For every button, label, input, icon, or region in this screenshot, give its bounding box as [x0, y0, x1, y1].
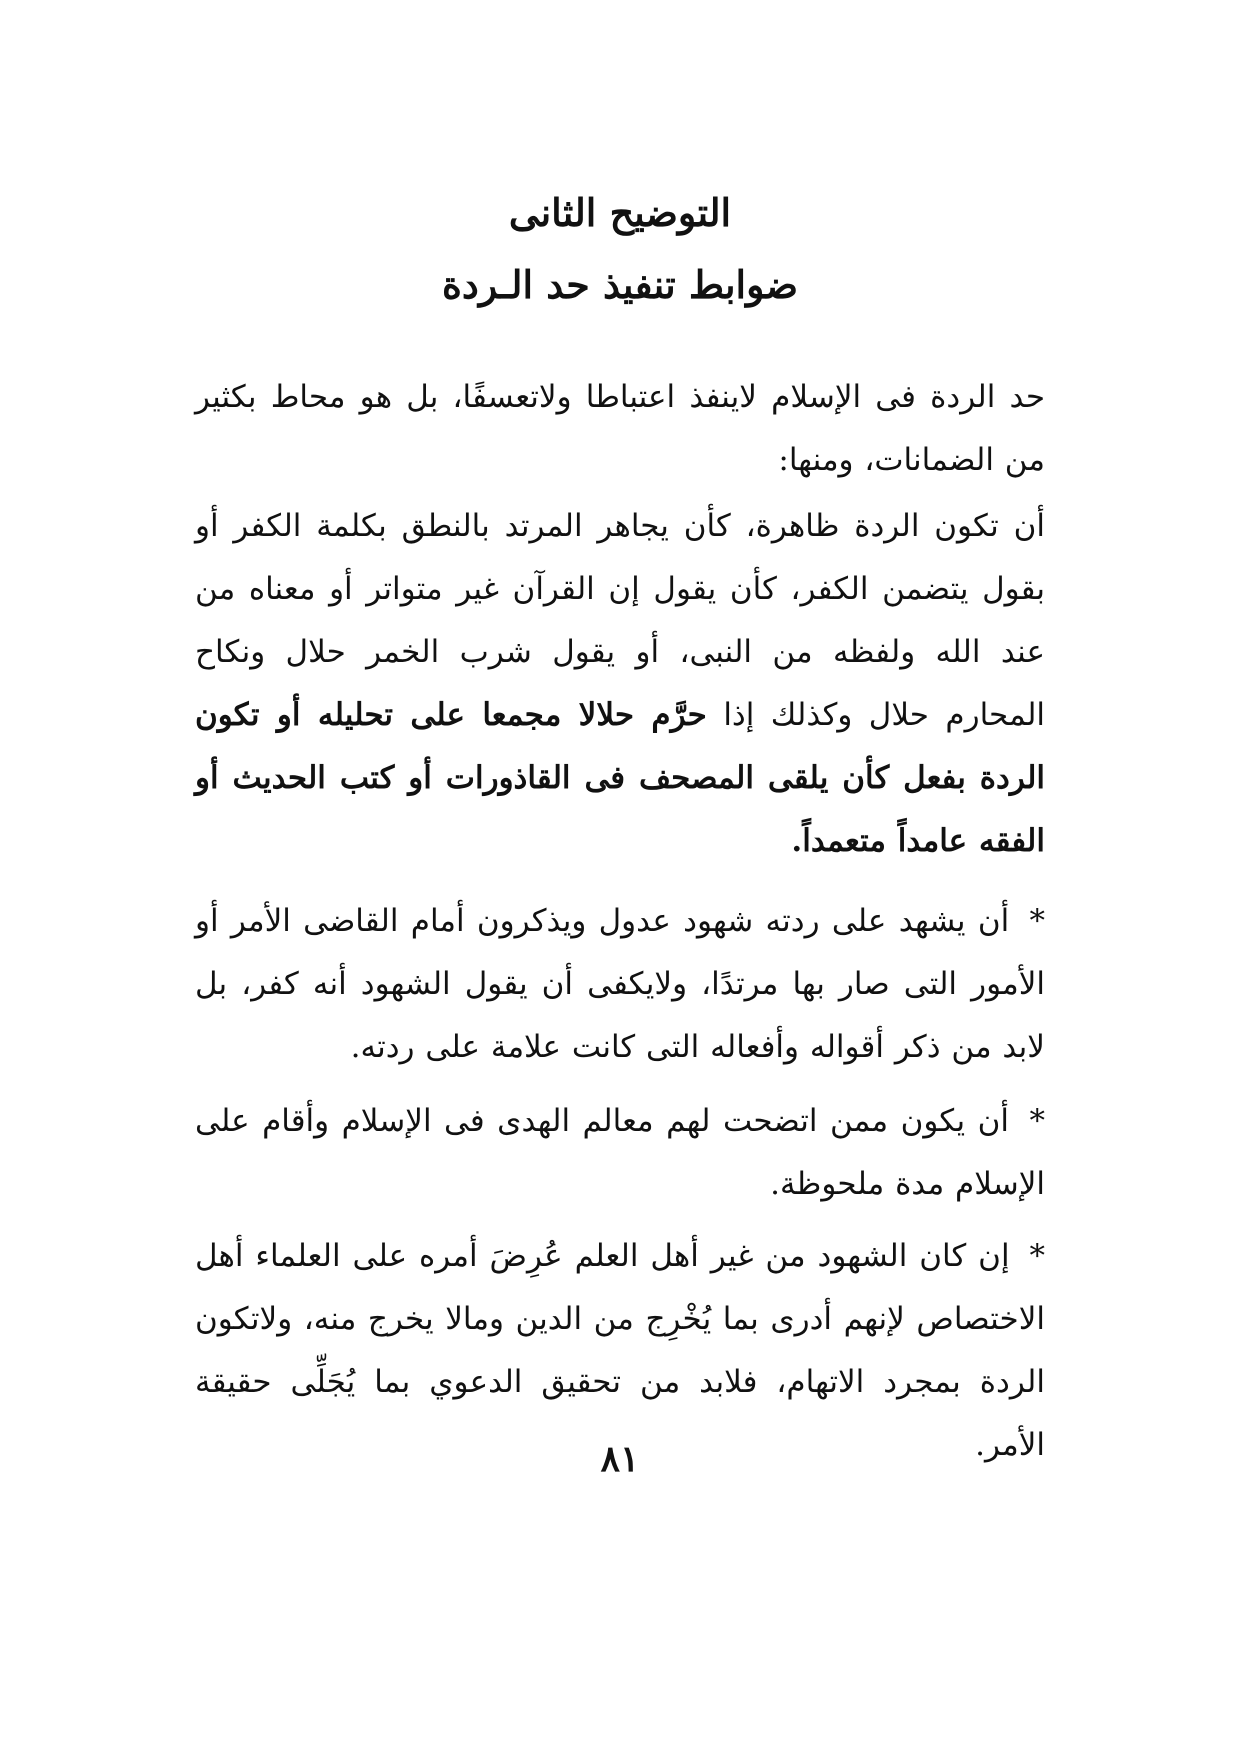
bullet-marker: * [1029, 1103, 1045, 1139]
page-number: ٨١ [600, 1438, 640, 1480]
intro-paragraph: حد الردة فى الإسلام لاينفذ اعتباطا ولاتعسفًا، بل هو محاط بكثير من الضمانات، ومنها: [195, 379, 1045, 478]
condition-paragraph-apparent-apostasy [195, 495, 1045, 873]
condition-paragraph-witnesses [195, 890, 1045, 1079]
paragraph-text: إن كان الشهود من غير أهل العلم عُرِضَ أمره على العلماء أهل الاختصاص لإنهم أدرى بما يُخْرِج من الدين ومالا يخرج منه، ولاتكون الردة بمجرد الاتهام، فلابد من تحقيق الدعوي بما يُجَلِّى حقيقة الأمر. [195, 1238, 1045, 1463]
page-subtitle: ضوابط تنفيذ حد الـردة [442, 262, 798, 307]
paragraph-text-regular: أن تكون الردة ظاهرة، كأن يجاهر المرتد بالنطق بكلمة الكفر أو بقول يتضمن الكفر، كأن يقول إن القرآن غير متواتر أو معناه من عند الله ولفظه من النبى، أو يقول شرب الخمر حلال ونكاح المحارم حلال وكذلك إذا [195, 508, 1046, 733]
bullet-marker: * [1029, 1238, 1045, 1274]
paragraph-text-bold: حرَّم حلالا مجمعا على تحليله أو تكون الردة بفعل كأن يلقى المصحف فى القاذورات أو كتب الحديث أو الفقه عامداً متعمداً. [195, 697, 1045, 859]
page-title: التوضيح الثانى [508, 190, 732, 235]
paragraph-text: أن يشهد على ردته شهود عدول ويذكرون أمام القاضى الأمر أو الأمور التى صار بها مرتدًا، ولايكفى أن يقول الشهود أنه كفر، بل لابد من ذكر أقواله وأفعاله التى كانت علامة على ردته. [195, 903, 1045, 1065]
paragraph-text: أن يكون ممن اتضحت لهم معالم الهدى فى الإسلام وأقام على الإسلام مدة ملحوظة. [195, 1103, 1045, 1202]
condition-paragraph-guidance [195, 1090, 1045, 1216]
bullet-marker: * [1029, 903, 1045, 939]
